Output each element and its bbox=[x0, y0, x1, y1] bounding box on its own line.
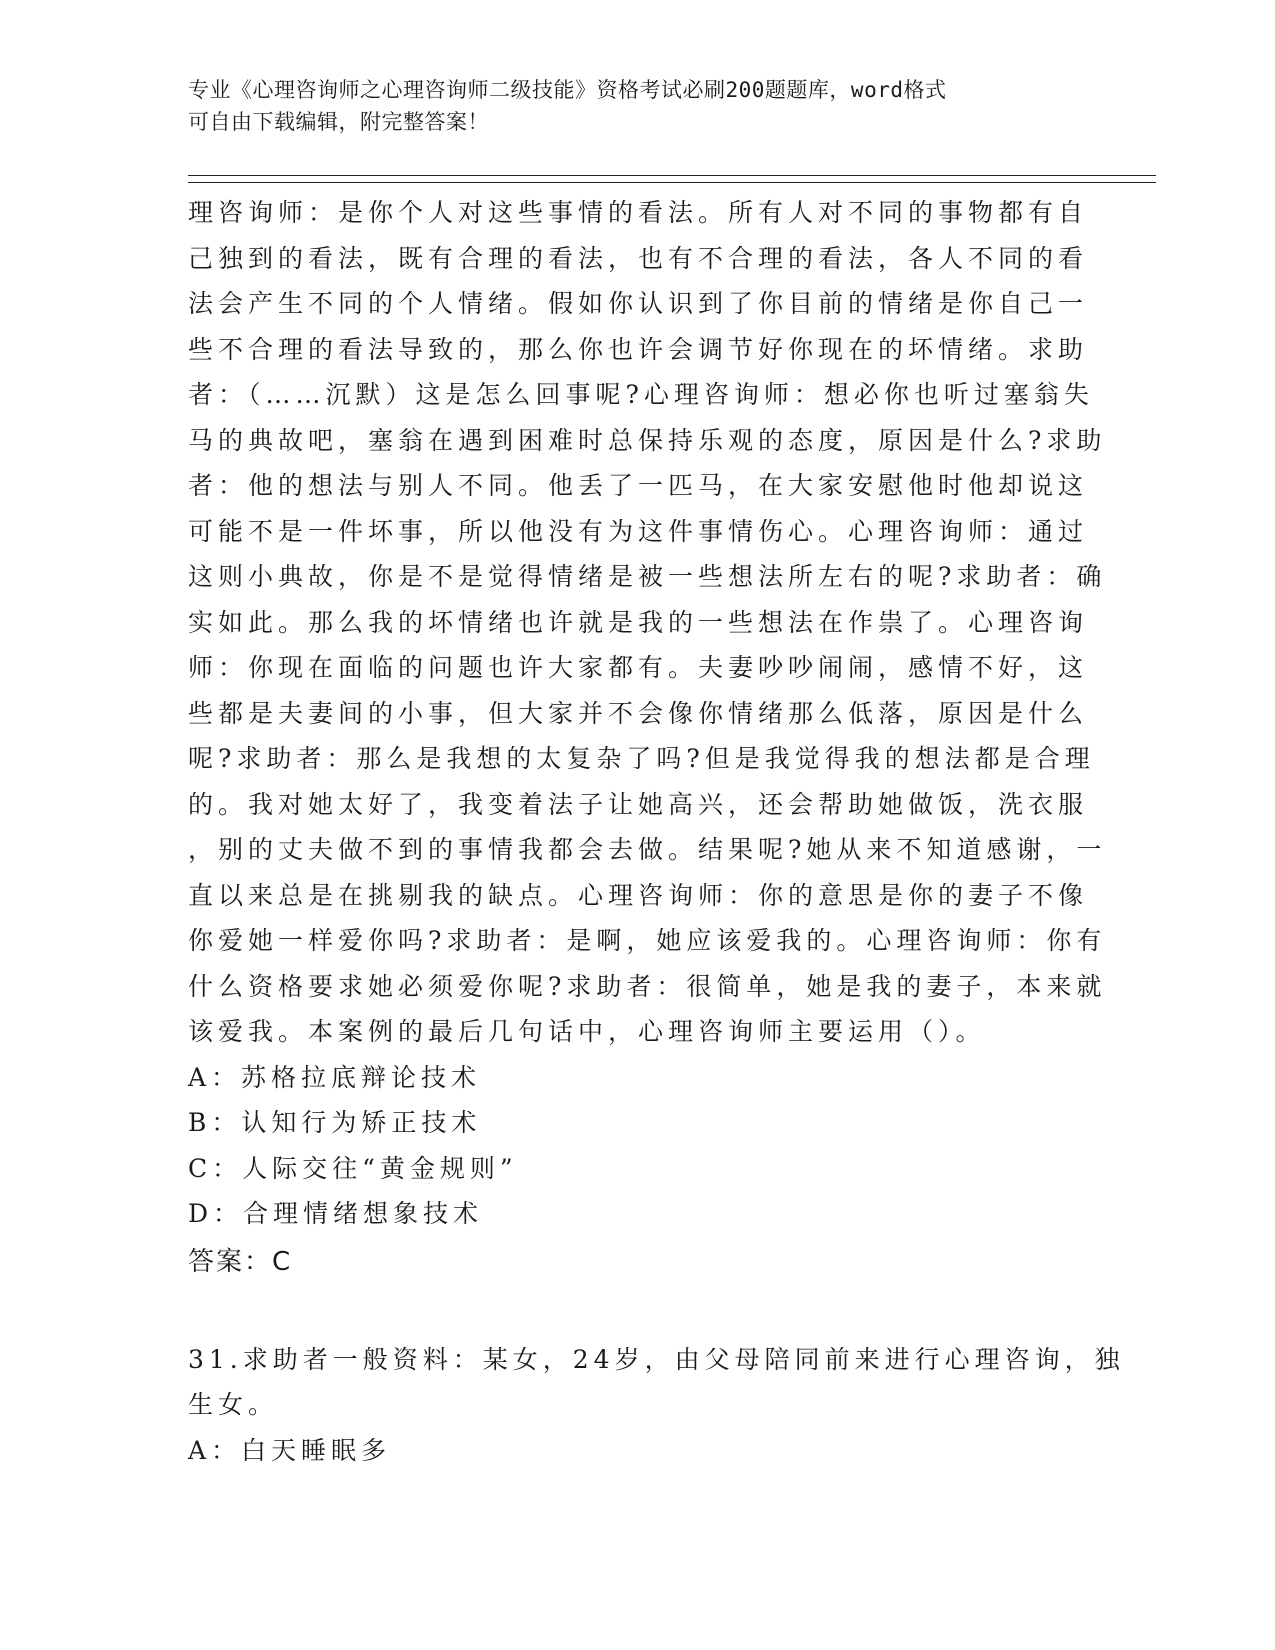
option-a: A：白天睡眠多 bbox=[188, 1435, 392, 1465]
option-a: A：苏格拉底辩论技术 bbox=[188, 1062, 482, 1092]
stem-line: 实如此。那么我的坏情绪也许就是我的一些想法在作祟了。心理咨询 bbox=[188, 607, 1089, 637]
document-body bbox=[188, 190, 1125, 1473]
stem-line: 可能不是一件坏事，所以他没有为这件事情伤心。心理咨询师：通过 bbox=[188, 516, 1089, 546]
answer-label: 答案：C bbox=[188, 1246, 293, 1277]
stem-line: 生女。 bbox=[188, 1390, 279, 1419]
header-line: 可自由下载编辑，附完整答案！ bbox=[188, 110, 489, 134]
stem-line: 该爱我。本案例的最后几句话中，心理咨询师主要运用（）。 bbox=[188, 1017, 986, 1046]
question-30-options bbox=[188, 1055, 1088, 1237]
document-header bbox=[188, 74, 1068, 138]
stem-line: 些都是夫妻间的小事，但大家并不会像你情绪那么低落，原因是什么 bbox=[188, 698, 1089, 728]
option-b: B：认知行为矫正技术 bbox=[188, 1108, 482, 1137]
question-31-stem bbox=[188, 1337, 1125, 1428]
stem-line: 些不合理的看法导致的，那么你也许会调节好你现在的坏情绪。求助 bbox=[188, 334, 1089, 364]
stem-line: 者：他的想法与别人不同。他丢了一匹马，在大家安慰他时他却说这 bbox=[188, 471, 1089, 500]
stem-line: 31.求助者一般资料：某女，24岁，由父母陪同前来进行心理咨询，独 bbox=[188, 1344, 1125, 1374]
stem-line: 马的典故吧，塞翁在遇到困难时总保持乐观的态度，原因是什么?求助 bbox=[188, 425, 1107, 455]
header-line: 专业《心理咨询师之心理咨询师二级技能》资格考试必刷200题题库，word格式 bbox=[188, 78, 947, 102]
stem-line: 这则小典故，你是不是觉得情绪是被一些想法所左右的呢?求助者：确 bbox=[188, 562, 1107, 591]
option-d: D：合理情绪想象技术 bbox=[188, 1199, 484, 1228]
stem-line: 呢?求助者：那么是我想的太复杂了吗?但是我觉得我的想法都是合理 bbox=[188, 744, 1095, 773]
stem-line: 的。我对她太好了，我变着法子让她高兴，还会帮助她做饭，洗衣服 bbox=[188, 789, 1089, 819]
stem-line: 法会产生不同的个人情绪。假如你认识到了你目前的情绪是你自己一 bbox=[188, 289, 1089, 318]
stem-line: ，别的丈夫做不到的事情我都会去做。结果呢?她从来不知道感谢，一 bbox=[188, 835, 1107, 864]
header-rule-bottom bbox=[188, 182, 1156, 183]
spacer bbox=[188, 1285, 1088, 1337]
header-rule-top bbox=[188, 175, 1156, 176]
question-30-stem bbox=[188, 190, 1107, 1055]
question-31-options bbox=[188, 1428, 1088, 1474]
stem-line: 己独到的看法，既有合理的看法，也有不合理的看法，各人不同的看 bbox=[188, 243, 1089, 273]
stem-line: 你爱她一样爱你吗?求助者：是啊，她应该爱我的。心理咨询师：你有 bbox=[188, 926, 1107, 955]
stem-line: 什么资格要求她必须爱你呢?求助者：很简单，她是我的妻子，本来就 bbox=[188, 971, 1107, 1001]
option-c: C：人际交往“黄金规则” bbox=[188, 1153, 518, 1183]
stem-line: 者：（……沉默）这是怎么回事呢?心理咨询师：想必你也听过塞翁失 bbox=[188, 380, 1094, 409]
stem-line: 直以来总是在挑剔我的缺点。心理咨询师：你的意思是你的妻子不像 bbox=[188, 880, 1089, 910]
stem-line: 理咨询师：是你个人对这些事情的看法。所有人对不同的事物都有自 bbox=[188, 198, 1089, 227]
stem-line: 师：你现在面临的问题也许大家都有。夫妻吵吵闹闹，感情不好，这 bbox=[188, 653, 1089, 682]
